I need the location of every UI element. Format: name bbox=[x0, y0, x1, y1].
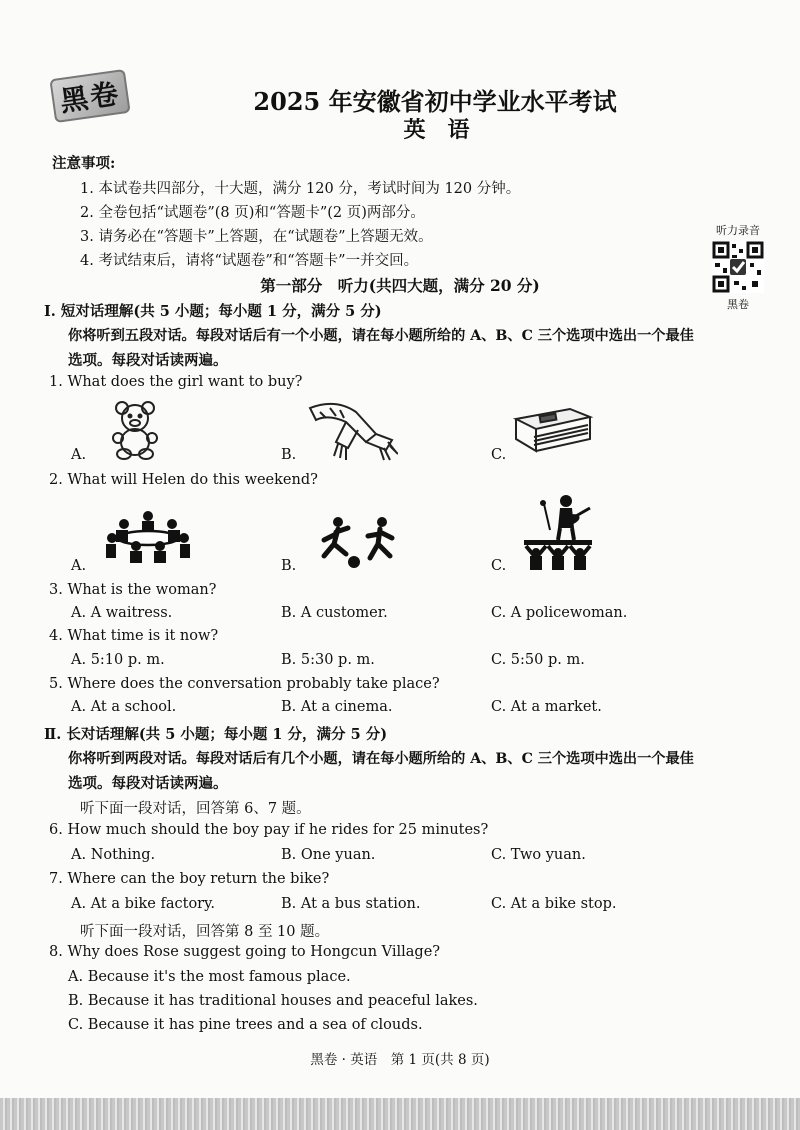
note-item: 3. 请务必在“答题卡”上答题，在“试题卷”上答题无效。 bbox=[80, 229, 433, 245]
q2-option-a-label: A. bbox=[71, 558, 87, 574]
q4-option-c: C. 5:50 p. m. bbox=[491, 652, 585, 668]
q4-option-a: A. 5:10 p. m. bbox=[71, 652, 165, 668]
section1-instructions-2: 选项。每段对话读两遍。 bbox=[68, 352, 228, 369]
question-4: 4. What time is it now? bbox=[49, 628, 219, 644]
section2-instructions-2: 选项。每段对话读两遍。 bbox=[68, 775, 228, 792]
qr-bottom-label: 黑卷 bbox=[727, 298, 749, 311]
q3-option-c: C. A policewoman. bbox=[491, 605, 628, 621]
qr-top-label: 听力录音 bbox=[716, 224, 760, 237]
q6-option-c: C. Two yuan. bbox=[491, 847, 586, 863]
scan-edge bbox=[0, 1098, 800, 1130]
q2-option-b-label: B. bbox=[281, 558, 297, 574]
note-item: 1. 本试卷共四部分，十大题，满分 120 分，考试时间为 120 分钟。 bbox=[80, 181, 521, 197]
section2-heading: Ⅱ. 长对话理解(共 5 小题；每小题 1 分，满分 5 分) bbox=[44, 726, 388, 743]
question-7: 7. Where can the boy return the bike? bbox=[49, 871, 330, 887]
listen-instruction-1: 听下面一段对话，回答第 6、7 题。 bbox=[80, 801, 311, 817]
notes-heading: 注意事项: bbox=[52, 155, 116, 172]
question-1: 1. What does the girl want to buy? bbox=[49, 374, 303, 390]
q1-option-b-label: B. bbox=[281, 447, 297, 463]
q7-option-b: B. At a bus station. bbox=[281, 896, 421, 912]
football-icon bbox=[316, 516, 400, 568]
page-footer: 黑卷 · 英语 第 1 页(共 8 页) bbox=[310, 1052, 490, 1068]
q6-option-b: B. One yuan. bbox=[281, 847, 376, 863]
question-6: 6. How much should the boy pay if he rides for 25 minutes? bbox=[49, 822, 489, 838]
q8-option-c: C. Because it has pine trees and a sea of clouds. bbox=[68, 1017, 423, 1033]
q7-option-c: C. At a bike stop. bbox=[491, 896, 617, 912]
q6-option-a: A. Nothing. bbox=[71, 847, 156, 863]
q3-option-b: B. A customer. bbox=[281, 605, 388, 621]
section1-heading: Ⅰ. 短对话理解(共 5 小题；每小题 1 分，满分 5 分) bbox=[44, 303, 382, 320]
q7-option-a: A. At a bike factory. bbox=[71, 896, 215, 912]
question-8: 8. Why does Rose suggest going to Hongcun Village? bbox=[49, 944, 441, 960]
q2-option-c-label: C. bbox=[491, 558, 507, 574]
concert-icon bbox=[520, 494, 596, 572]
teddy-bear-icon bbox=[104, 398, 166, 460]
q5-option-b: B. At a cinema. bbox=[281, 699, 393, 715]
question-2: 2. What will Helen do this weekend? bbox=[49, 472, 318, 488]
q4-option-b: B. 5:30 p. m. bbox=[281, 652, 375, 668]
note-item: 2. 全卷包括“试题卷”(8 页)和“答题卡”(2 页)两部分。 bbox=[80, 205, 425, 221]
question-5: 5. Where does the conversation probably take place? bbox=[49, 676, 440, 692]
section1-instructions: 你将听到五段对话。每段对话后有一个小题，请在每小题所给的 A、B、C 三个选项中选出一个最佳 bbox=[68, 328, 694, 344]
qr-block[interactable] bbox=[708, 222, 768, 312]
subject-title: 英语 bbox=[403, 117, 492, 143]
part1-heading: 第一部分 听力(共四大题，满分 20 分) bbox=[260, 276, 540, 295]
badge-text: 黑卷 bbox=[58, 76, 123, 119]
section2-instructions: 你将听到两段对话。每段对话后有几个小题，请在每小题所给的 A、B、C 三个选项中选出一个最佳 bbox=[68, 751, 694, 767]
meeting-icon bbox=[104, 508, 192, 564]
listen-instruction-2: 听下面一段对话，回答第 8 至 10 题。 bbox=[80, 924, 330, 940]
q3-option-a: A. A waitress. bbox=[71, 605, 173, 621]
q1-option-a-label: A. bbox=[71, 447, 87, 463]
question-3: 3. What is the woman? bbox=[49, 582, 217, 598]
scarf-icon bbox=[306, 398, 398, 462]
book-icon bbox=[510, 405, 594, 461]
q5-option-a: A. At a school. bbox=[71, 699, 177, 715]
q8-option-b: B. Because it has traditional houses and peaceful lakes. bbox=[68, 993, 478, 1009]
q8-option-a: A. Because it's the most famous place. bbox=[68, 969, 351, 985]
q1-option-c-label: C. bbox=[491, 447, 507, 463]
note-item: 4. 考试结束后，请将“试题卷”和“答题卡”一并交回。 bbox=[80, 253, 419, 269]
exam-title: 2025 年安徽省初中学业水平考试 bbox=[253, 87, 617, 116]
q5-option-c: C. At a market. bbox=[491, 699, 602, 715]
